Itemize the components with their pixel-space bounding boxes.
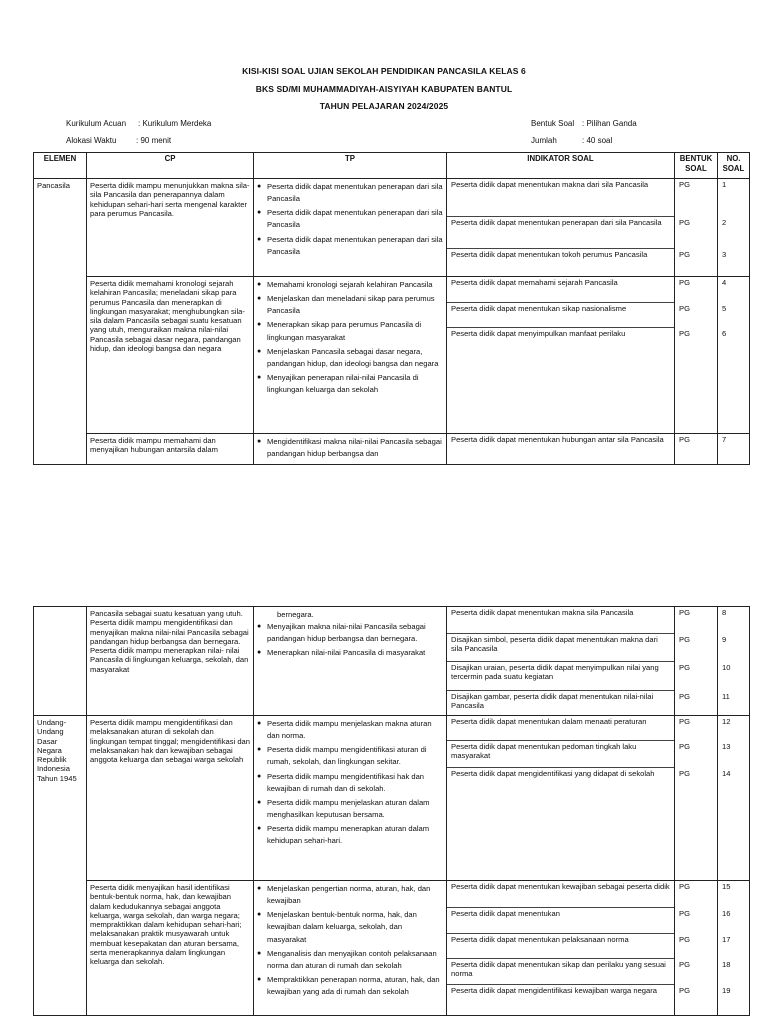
table-row [34, 881, 750, 1016]
indikator-cell [447, 434, 675, 465]
jumlah-label: Jumlah [531, 136, 557, 145]
tp-item: ● Mengidentifikasi makna nilai-nilai Pancasila sebagai pandangan hidup berbangsa dan [257, 436, 443, 460]
elemen-cell [34, 607, 87, 716]
no-soal-cell [718, 434, 750, 465]
indikator-item: Peserta didik dapat menentukan penerapan dari sila Pancasila [447, 217, 674, 249]
indikator-item: Peserta didik dapat menentukan pedoman tingkah laku masyarakat [447, 741, 674, 768]
indikator-cell [447, 179, 675, 277]
doc-year: TAHUN PELAJARAN 2024/2025 [319, 101, 449, 111]
indikator-item: Disajikan gambar, peserta didik dapat menentukan nilai-nilai Pancasila [451, 692, 654, 711]
table-row [34, 179, 750, 277]
indikator-item: Peserta didik dapat menentukan makna sila Pancasila [447, 607, 674, 634]
tp-item: ● Peserta didik dapat menentukan penerapan dari sila Pancasila [257, 207, 443, 231]
no-soal-value: 15 [722, 882, 731, 891]
bentuk-soal-value: PG [679, 435, 690, 444]
header-cp: CP [87, 153, 254, 179]
bentuk-soal-value: PG [679, 608, 690, 617]
elemen-cell: Pancasila [34, 179, 87, 465]
no-soal-value: 7 [722, 435, 727, 444]
indikator-cell [447, 716, 675, 881]
alokasi-label: Alokasi Waktu [66, 136, 117, 145]
no-soal-value: 13 [722, 742, 731, 751]
tp-cell [254, 716, 447, 881]
bentuk-soal-value: PG [679, 960, 690, 969]
bentuk-soal-cell [675, 179, 718, 277]
no-soal-value: 16 [722, 909, 731, 918]
indikator-cell [447, 277, 675, 434]
doc-title: KISI-KISI SOAL UJIAN SEKOLAH PENDIDIKAN PANCASILA KELAS 6 [242, 66, 526, 76]
bentuk-soal-value: PG [679, 218, 690, 227]
doc-subtitle: BKS SD/MI MUHAMMADIYAH-AISYIYAH KABUPATEN BANTUL [255, 84, 513, 94]
tp-item: ● Menjelaskan pengertian norma, aturan, hak, dan kewajiban [257, 883, 443, 907]
tp-item: ● Menganalisis dan menyajikan contoh pelaksanaan norma dan aturan di rumah dan sekolah [257, 948, 443, 972]
no-soal-value: 2 [722, 218, 727, 227]
table-row [34, 277, 750, 434]
indikator-item: Peserta didik dapat memahami sejarah Pancasila [447, 277, 674, 303]
indikator-item: Peserta didik dapat menentukan kewajiban sebagai peserta didik [447, 881, 674, 908]
bentuk-soal-value: PG [679, 742, 690, 751]
kisi-table-page-2 [33, 606, 750, 1016]
bentuk-soal-value: PG [679, 635, 690, 644]
tp-cell [254, 277, 447, 434]
tp-cell [254, 881, 447, 1016]
tp-item: ● Peserta didik mampu mengidentifikasi aturan di rumah, sekolah, dan lingkungan sekitar. [257, 744, 443, 768]
tp-list [257, 436, 443, 460]
cp-cell: Peserta didik mampu menunjukkan makna sila-sila Pancasila dan penerapannya dalam kehidupan sehari-hari serta mengenal karakter para perumus Pancasila. [87, 179, 254, 277]
no-soal-value: 11 [722, 692, 730, 701]
no-soal-value: 5 [722, 304, 727, 313]
cp-cell: Pancasila sebagai suatu kesatuan yang utuh. Peserta didik mampu mengidentifikasi dan menyajikan makna nilai-nilai Pancasila sebagai pandangan hidup berbangsa dan bernegara. Peserta didik mampu menerapkan nilai- nilai Pancasila di lingkungan keluarga, sekolah, dan masyarakat [87, 607, 254, 716]
header-elemen: ELEMEN [34, 153, 87, 179]
indikator-item: Peserta didik dapat menentukan tokoh perumus Pancasila [451, 250, 648, 259]
tp-item: ● Menjelaskan dan meneladani sikap para perumus Pancasila [257, 293, 443, 317]
tp-item: ● Menerapkan nilai-nilai Pancasila di masyarakat [257, 647, 443, 659]
tp-cell [254, 434, 447, 465]
table-row [34, 716, 750, 881]
indikator-item: Peserta didik dapat menentukan [447, 908, 674, 934]
kurikulum-label: Kurikulum Acuan [66, 119, 127, 128]
bentuk-label: Bentuk Soal [531, 119, 575, 128]
tp-item: ● Menjelaskan bentuk-bentuk norma, hak, dan kewajiban dalam keluarga, sekolah, dan masyarakat [257, 909, 443, 945]
no-soal-cell [718, 881, 750, 1016]
document-page-2 [0, 600, 768, 1024]
document-page-1 [0, 0, 768, 500]
indikator-cell [447, 881, 675, 1016]
tp-item: ● Menjelaskan Pancasila sebagai dasar negara, pandangan hidup, dan ideologi bangsa dan negara [257, 346, 443, 370]
bentuk-soal-cell [675, 716, 718, 881]
header-indikator: INDIKATOR SOAL [447, 153, 675, 179]
no-soal-value: 12 [722, 717, 731, 726]
bentuk-soal-value: PG [679, 935, 690, 944]
alokasi-value: : 90 menit [136, 136, 172, 145]
bentuk-soal-value: PG [679, 329, 690, 338]
bentuk-soal-cell [675, 881, 718, 1016]
no-soal-value: 6 [722, 329, 727, 338]
bentuk-soal-value: PG [679, 663, 690, 672]
indikator-item: Disajikan uraian, peserta didik dapat menyimpulkan nilai yang tercermin pada suatu kegiatan [447, 662, 674, 691]
bentuk-soal-value: PG [679, 909, 690, 918]
no-soal-value: 10 [722, 663, 731, 672]
no-soal-cell [718, 277, 750, 434]
bentuk-soal-value: PG [679, 250, 690, 259]
bentuk-soal-value: PG [679, 180, 690, 189]
no-soal-value: 18 [722, 960, 731, 969]
no-soal-value: 19 [722, 986, 731, 995]
no-soal-value: 1 [722, 180, 727, 189]
cp-cell: Peserta didik mampu mengidentifikasi dan melaksanakan aturan di sekolah dan lingkungan tempat tinggal; mengidentifikasi dan melaksanakan hak dan kewajiban sebagai anggota keluarga dan sebagai warga sekolah [87, 716, 254, 881]
no-soal-value: 9 [722, 635, 727, 644]
indikator-item: Peserta didik dapat menentukan makna dari sila Pancasila [447, 179, 674, 217]
bentuk-soal-value: PG [679, 986, 690, 995]
cp-cell: Peserta didik menyajikan hasil identifikasi bentuk-bentuk norma, hak, dan kewajiban dalam kedudukannya sebagai anggota keluarga, warga sekolah, dan warga negara; mempraktikkan dalam kehidupan sehari-hari; melaksanakan praktik musyawarah untuk membuat kesepakatan dan aturan bersama, serta menerapkannya dalam lingkungan keluarga dan sekolah. [87, 881, 254, 1016]
tp-cell [254, 179, 447, 277]
tp-item: ● Peserta didik mampu menerapkan aturan dalam kehidupan sehari-hari. [257, 823, 443, 847]
bentuk-value: : Pilihan Ganda [582, 119, 637, 128]
kurikulum-value: : Kurikulum Merdeka [138, 119, 212, 128]
tp-item: ● Peserta didik dapat menentukan penerapan dari sila Pancasila [257, 234, 443, 258]
tp-item: ● Memahami kronologi sejarah kelahiran Pancasila [257, 279, 443, 291]
tp-item: ● Mempraktikkan penerapan norma, aturan, hak, dan kewajiban yang ada di rumah dan sekolah [257, 974, 443, 998]
bentuk-soal-value: PG [679, 692, 690, 701]
bentuk-soal-cell [675, 277, 718, 434]
bentuk-soal-value: PG [679, 882, 690, 891]
table-row [34, 434, 750, 465]
tp-list [257, 883, 443, 998]
tp-item: ● Peserta didik mampu menjelaskan makna aturan dan norma. [257, 718, 443, 742]
no-soal-cell [718, 179, 750, 277]
indikator-item: Peserta didik dapat menentukan pelaksanaan norma [447, 934, 674, 959]
no-soal-value: 17 [722, 935, 731, 944]
tp-cell [254, 607, 447, 716]
tp-item: ● Peserta didik mampu mengidentifikasi hak dan kewajiban di rumah dan di sekolah. [257, 771, 443, 795]
no-soal-value: 14 [722, 769, 731, 778]
indikator-item: Peserta didik dapat mengidentifikasi kewajiban warga negara [451, 986, 657, 995]
bentuk-soal-value: PG [679, 278, 690, 287]
no-soal-cell [718, 716, 750, 881]
header-bentuk-soal: BENTUK SOAL [675, 153, 718, 179]
tp-list [257, 621, 443, 659]
cp-cell: Peserta didik memahami kronologi sejarah kelahiran Pancasila; meneladani sikap para perumus Pancasila dan menerapkan di lingkungan masyarakat; menghubungkan sila-sila dalam Pancasila sebagai suatu kesatuan yang utuh, menguraikan makna nilai-nilai Pancasila sebagai dasar negara, pandangan hidup, dan ideologi bangsa dan negara [87, 277, 254, 434]
no-soal-value: 3 [722, 250, 727, 259]
indikator-item: Peserta didik dapat mengidentifikasi yang didapat di sekolah [451, 769, 655, 778]
header-no-soal: NO. SOAL [718, 153, 750, 179]
kisi-table-page-1 [33, 152, 750, 465]
indikator-item: Peserta didik dapat menentukan sikap dan perilaku yang sesuai norma [447, 959, 674, 985]
tp-list [257, 181, 443, 258]
tp-item: ● Peserta didik dapat menentukan penerapan dari sila Pancasila [257, 181, 443, 205]
indikator-item: Peserta didik dapat menentukan hubungan antar sila Pancasila [451, 435, 664, 444]
bentuk-soal-value: PG [679, 304, 690, 313]
tp-list [257, 718, 443, 847]
table-header-row [34, 153, 750, 179]
cp-cell: Peserta didik mampu memahami dan menyajikan hubungan antarsila dalam [87, 434, 254, 465]
no-soal-cell [718, 607, 750, 716]
indikator-item: Peserta didik dapat menyimpulkan manfaat perilaku [451, 329, 626, 338]
bentuk-soal-value: PG [679, 717, 690, 726]
elemen-cell: Undang-Undang Dasar Negara Republik Indonesia Tahun 1945 [34, 716, 87, 1016]
tp-item: ● Menerapkan sikap para perumus Pancasila di lingkungan masyarakat [257, 319, 443, 343]
tp-item: ● Menyajikan penerapan nilai-nilai Pancasila di lingkungan keluarga dan sekolah [257, 372, 443, 396]
bentuk-soal-value: PG [679, 769, 690, 778]
table-row [34, 607, 750, 716]
bentuk-soal-cell [675, 607, 718, 716]
indikator-item: Peserta didik dapat menentukan dalam menaati peraturan [447, 716, 674, 741]
jumlah-value: : 40 soal [582, 136, 613, 145]
tp-list [257, 279, 443, 396]
tp-item: ● Menyajikan makna nilai-nilai Pancasila sebagai pandangan hidup berbangsa dan bernegara. [257, 621, 443, 645]
page-gap [0, 500, 768, 600]
indikator-cell [447, 607, 675, 716]
indikator-item: Disajikan simbol, peserta didik dapat menentukan makna dari sila Pancasila [447, 634, 674, 662]
indikator-item: Peserta didik dapat menentukan sikap nasionalisme [447, 303, 674, 328]
header-tp: TP [254, 153, 447, 179]
no-soal-value: 8 [722, 608, 727, 617]
tp-item: ● Peserta didik mampu menjelaskan aturan dalam menghasilkan keputusan bersama. [257, 797, 443, 821]
no-soal-value: 4 [722, 278, 727, 287]
bentuk-soal-cell [675, 434, 718, 465]
tp-continued-text: bernegara. [277, 610, 314, 619]
